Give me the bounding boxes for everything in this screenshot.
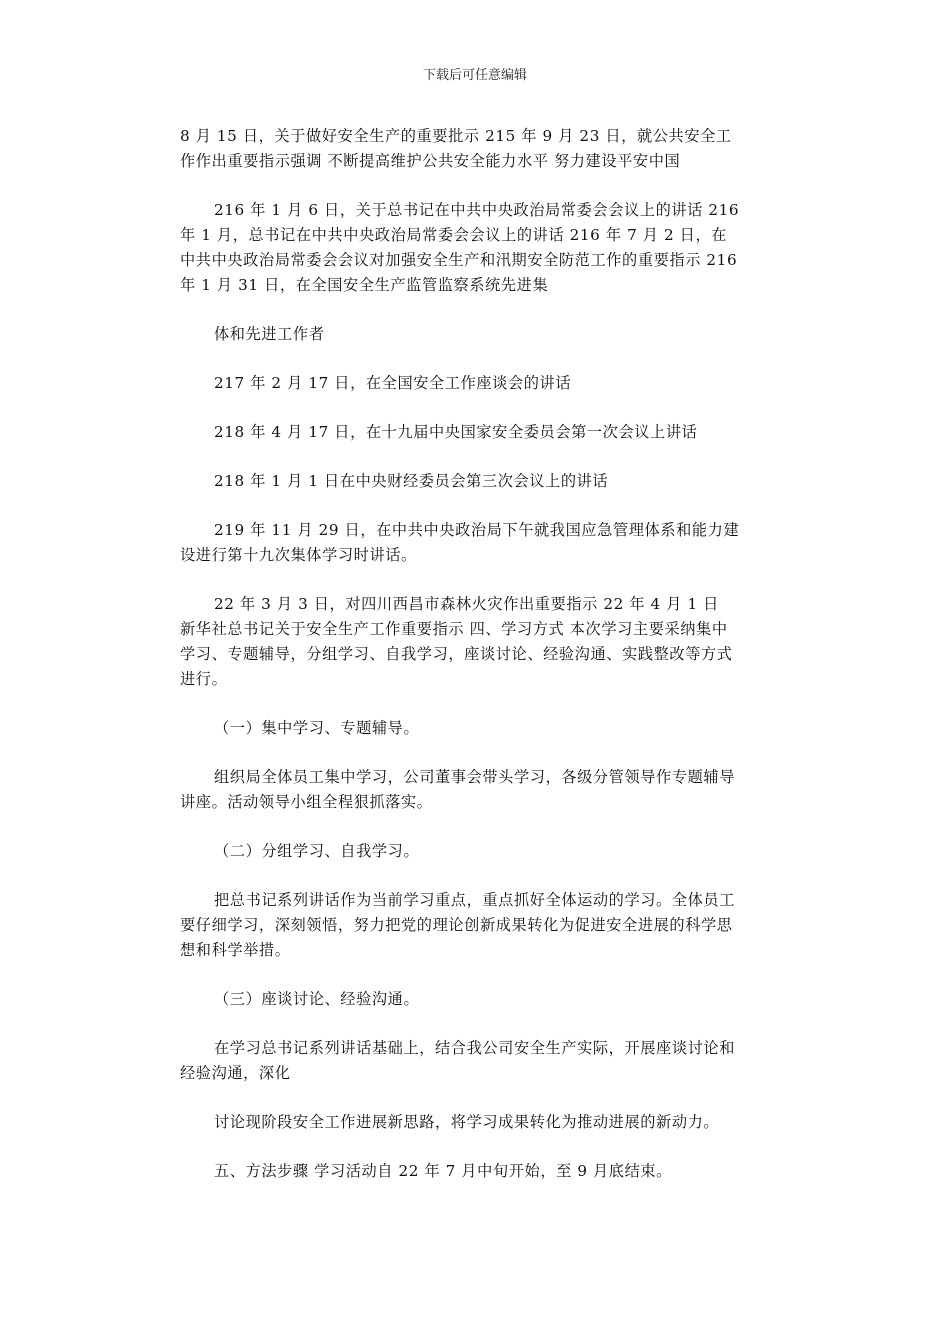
paragraph-line: 作作出重要指示强调 不断提高维护公共安全能力水平 努力建设平安中国: [180, 152, 681, 170]
paragraph-line: 年 1 月 31 日，在全国安全生产监管监察系统先进集: [180, 276, 549, 294]
paragraph-line: 体和先进工作者: [214, 325, 325, 343]
paragraph-line: 进行。: [180, 670, 228, 688]
section-heading-3: [180, 987, 772, 1012]
paragraph-5: [180, 420, 772, 445]
paragraph-line: 想和科学举措。: [180, 941, 291, 959]
paragraph-11: [180, 1036, 772, 1086]
paragraph-1: [180, 124, 772, 174]
section-heading-1: [180, 716, 772, 741]
section-heading-2: [180, 839, 772, 864]
paragraph-line: 组织局全体员工集中学习，公司董事会带头学习，各级分管领导作专题辅导: [214, 768, 735, 786]
page-header: 下载后可任意编辑: [422, 68, 527, 83]
paragraph-6: [180, 469, 772, 494]
paragraph-line: 218 年 1 月 1 日在中央财经委员会第三次会议上的讲话: [214, 472, 609, 490]
heading-line: （一）集中学习、专题辅导。: [214, 719, 420, 737]
paragraph-2: [180, 198, 772, 298]
paragraph-line: 中共中央政治局常委会会议对加强安全生产和汛期安全防范工作的重要指示 216: [180, 251, 738, 269]
paragraph-line: 五、方法步骤 学习活动自 22 年 7 月中旬开始，至 9 月底结束。: [214, 1162, 672, 1180]
paragraph-line: 218 年 4 月 17 日，在十九届中央国家安全委员会第一次会议上讲话: [214, 423, 698, 441]
paragraph-line: 8 月 15 日，关于做好安全生产的重要批示 215 年 9 月 23 日，就公共安全工: [180, 127, 732, 145]
paragraph-line: 216 年 1 月 6 日，关于总书记在中共中央政治局常委会会议上的讲话 216: [214, 201, 740, 219]
paragraph-4: [180, 371, 772, 396]
paragraph-line: 22 年 3 月 3 日，对四川西昌市森林火灾作出重要指示 22 年 4 月 1 日: [214, 595, 719, 613]
paragraph-line: 学习、专题辅导，分组学习、自我学习，座谈讨论、经验沟通、实践整改等方式: [180, 645, 733, 663]
paragraph-7: [180, 518, 772, 568]
paragraph-line: 新华社总书记关于安全生产工作重要指示 四、学习方式 本次学习主要采纳集中: [180, 620, 728, 638]
paragraph-line: 讨论现阶段安全工作进展新思路，将学习成果转化为推动进展的新动力。: [214, 1113, 720, 1131]
paragraph-10: [180, 888, 772, 963]
paragraph-line: 年 1 月，总书记在中共中央政治局常委会会议上的讲话 216 年 7 月 2 日，在: [180, 226, 728, 244]
paragraph-line: 要仔细学习，深刻领悟，努力把党的理论创新成果转化为促进安全进展的科学思: [180, 916, 733, 934]
document-body: [180, 124, 772, 1208]
paragraph-line: 在学习总书记系列讲话基础上，结合我公司安全生产实际，开展座谈讨论和: [214, 1039, 735, 1057]
paragraph-3: [180, 322, 772, 347]
heading-line: （二）分组学习、自我学习。: [214, 842, 420, 860]
paragraph-line: 经验沟通，深化: [180, 1064, 291, 1082]
paragraph-9: [180, 765, 772, 815]
paragraph-line: 217 年 2 月 17 日，在全国安全工作座谈会的讲话: [214, 374, 572, 392]
heading-line: （三）座谈讨论、经验沟通。: [214, 990, 420, 1008]
paragraph-8: [180, 592, 772, 692]
paragraph-12: [180, 1110, 772, 1135]
paragraph-line: 219 年 11 月 29 日，在中共中央政治局下午就我国应急管理体系和能力建: [214, 521, 740, 539]
paragraph-line: 把总书记系列讲话作为当前学习重点，重点抓好全体运动的学习。全体员工: [214, 891, 735, 909]
paragraph-line: 设进行第十九次集体学习时讲话。: [180, 546, 417, 564]
paragraph-line: 讲座。活动领导小组全程狠抓落实。: [180, 793, 433, 811]
paragraph-13: [180, 1159, 772, 1184]
